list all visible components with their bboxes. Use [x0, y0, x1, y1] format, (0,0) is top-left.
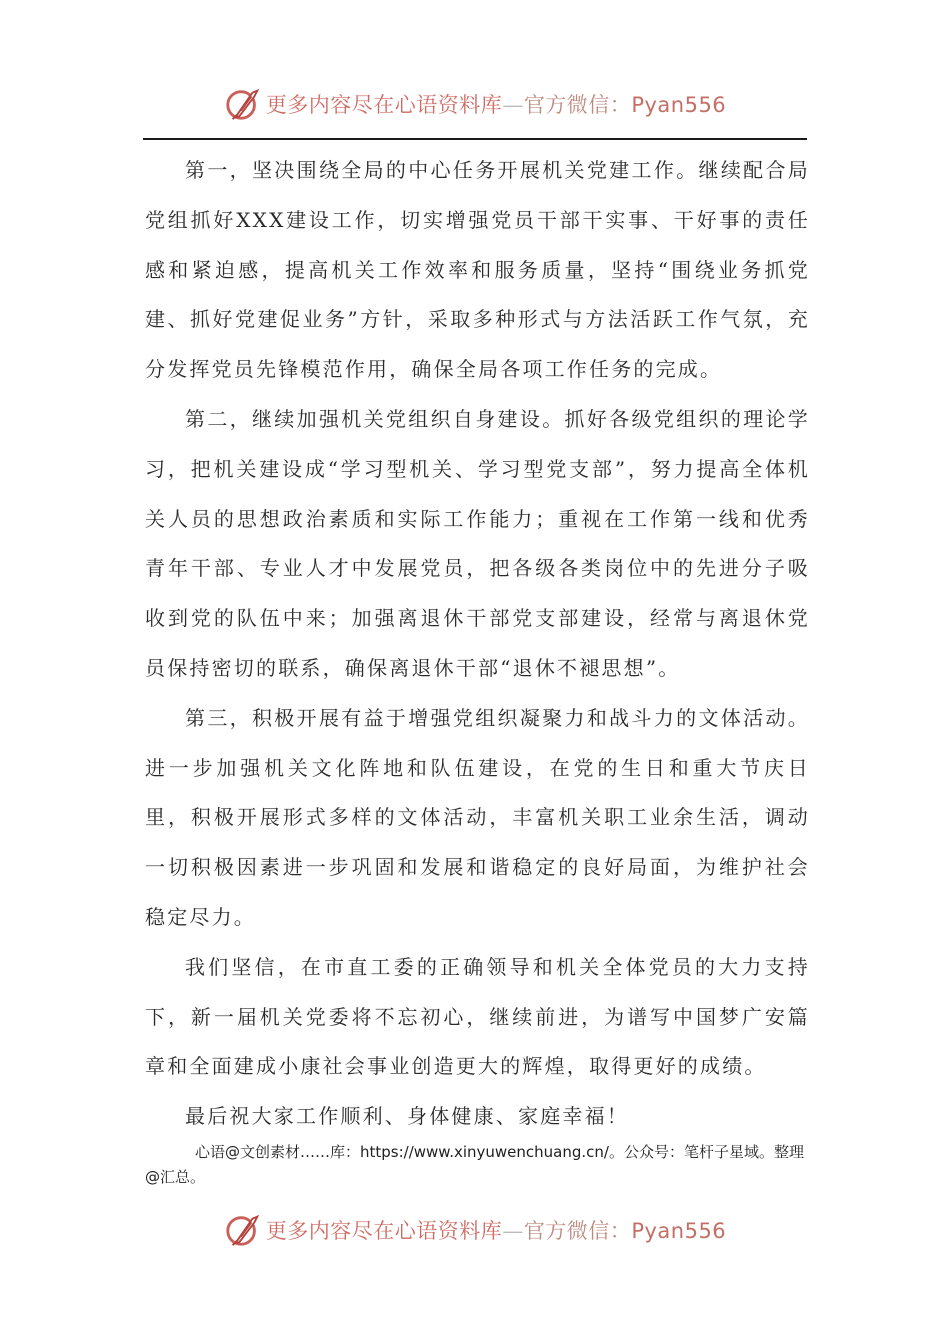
footer-banner	[0, 1208, 950, 1252]
banner-wechat-label: 官方微信：	[523, 93, 632, 117]
banner-dash: —	[502, 93, 524, 117]
header-rule	[143, 138, 807, 140]
paragraph-3: 第三，积极开展有益于增强党组织凝聚力和战斗力的文体活动。进一步加强机关文化阵地和队伍建设，在党的生日和重大节庆日里，积极开展形式多样的文体活动，丰富机关职工业余生活，调动一切积极因素进一步巩固和发展和谐稳定的良好局面，为维护社会稳定尽力。	[145, 705, 810, 929]
banner-main-text: 更多内容尽在心语资料库	[265, 93, 503, 117]
paragraph-1: 第一，坚决围绕全局的中心任务开展机关党建工作。继续配合局党组抓好XXX建设工作，切实增强党员干部干实事、干好事的责任感和紧迫感，提高机关工作效率和服务质量，坚持“围绕业务抓党建、抓好党建促业务”方针，采取多种形式与方法活跃工作气氛，充分发挥党员先锋模范作用，确保全局各项工作任务的完成。	[145, 158, 810, 382]
banner-wechat-handle: Pyan556	[631, 93, 727, 117]
quill-pen-logo-icon	[224, 1211, 262, 1249]
paragraph-4: 我们坚信，在市直工委的正确领导和机关全体党员的大力支持下，新一届机关党委将不忘初心，继续前进，为谱写中国梦广安篇章和全面建成小康社会事业创造更大的辉煌，取得更好的成绩。	[145, 954, 810, 1079]
banner-text	[266, 1215, 726, 1245]
header-banner	[0, 82, 950, 126]
quill-pen-logo-icon	[224, 85, 262, 123]
source-note: 心语@文创素材……库：https://www.xinyuwenchuang.cn/。公众号：笔杆子星域。整理@汇总。	[145, 1143, 804, 1186]
banner-wechat-label: 官方微信：	[523, 1219, 632, 1243]
banner-main-text: 更多内容尽在心语资料库	[265, 1219, 503, 1243]
paragraph-2: 第二，继续加强机关党组织自身建设。抓好各级党组织的理论学习，把机关建设成“学习型机关、学习型党支部”，努力提高全体机关人员的思想政治素质和实际工作能力；重视在工作第一线和优秀青年干部、专业人才中发展党员，把各级各类岗位中的先进分子吸收到党的队伍中来；加强离退休干部党支部建设，经常与离退休党员保持密切的联系，确保离退休干部“退休不褪思想”。	[145, 406, 810, 680]
banner-dash: —	[502, 1219, 524, 1243]
banner-wechat-handle: Pyan556	[631, 1219, 727, 1243]
banner-text	[266, 89, 726, 119]
document-body	[145, 146, 810, 1142]
paragraph-5-closing-wish: 最后祝大家工作顺利、身体健康、家庭幸福！	[185, 1104, 629, 1129]
